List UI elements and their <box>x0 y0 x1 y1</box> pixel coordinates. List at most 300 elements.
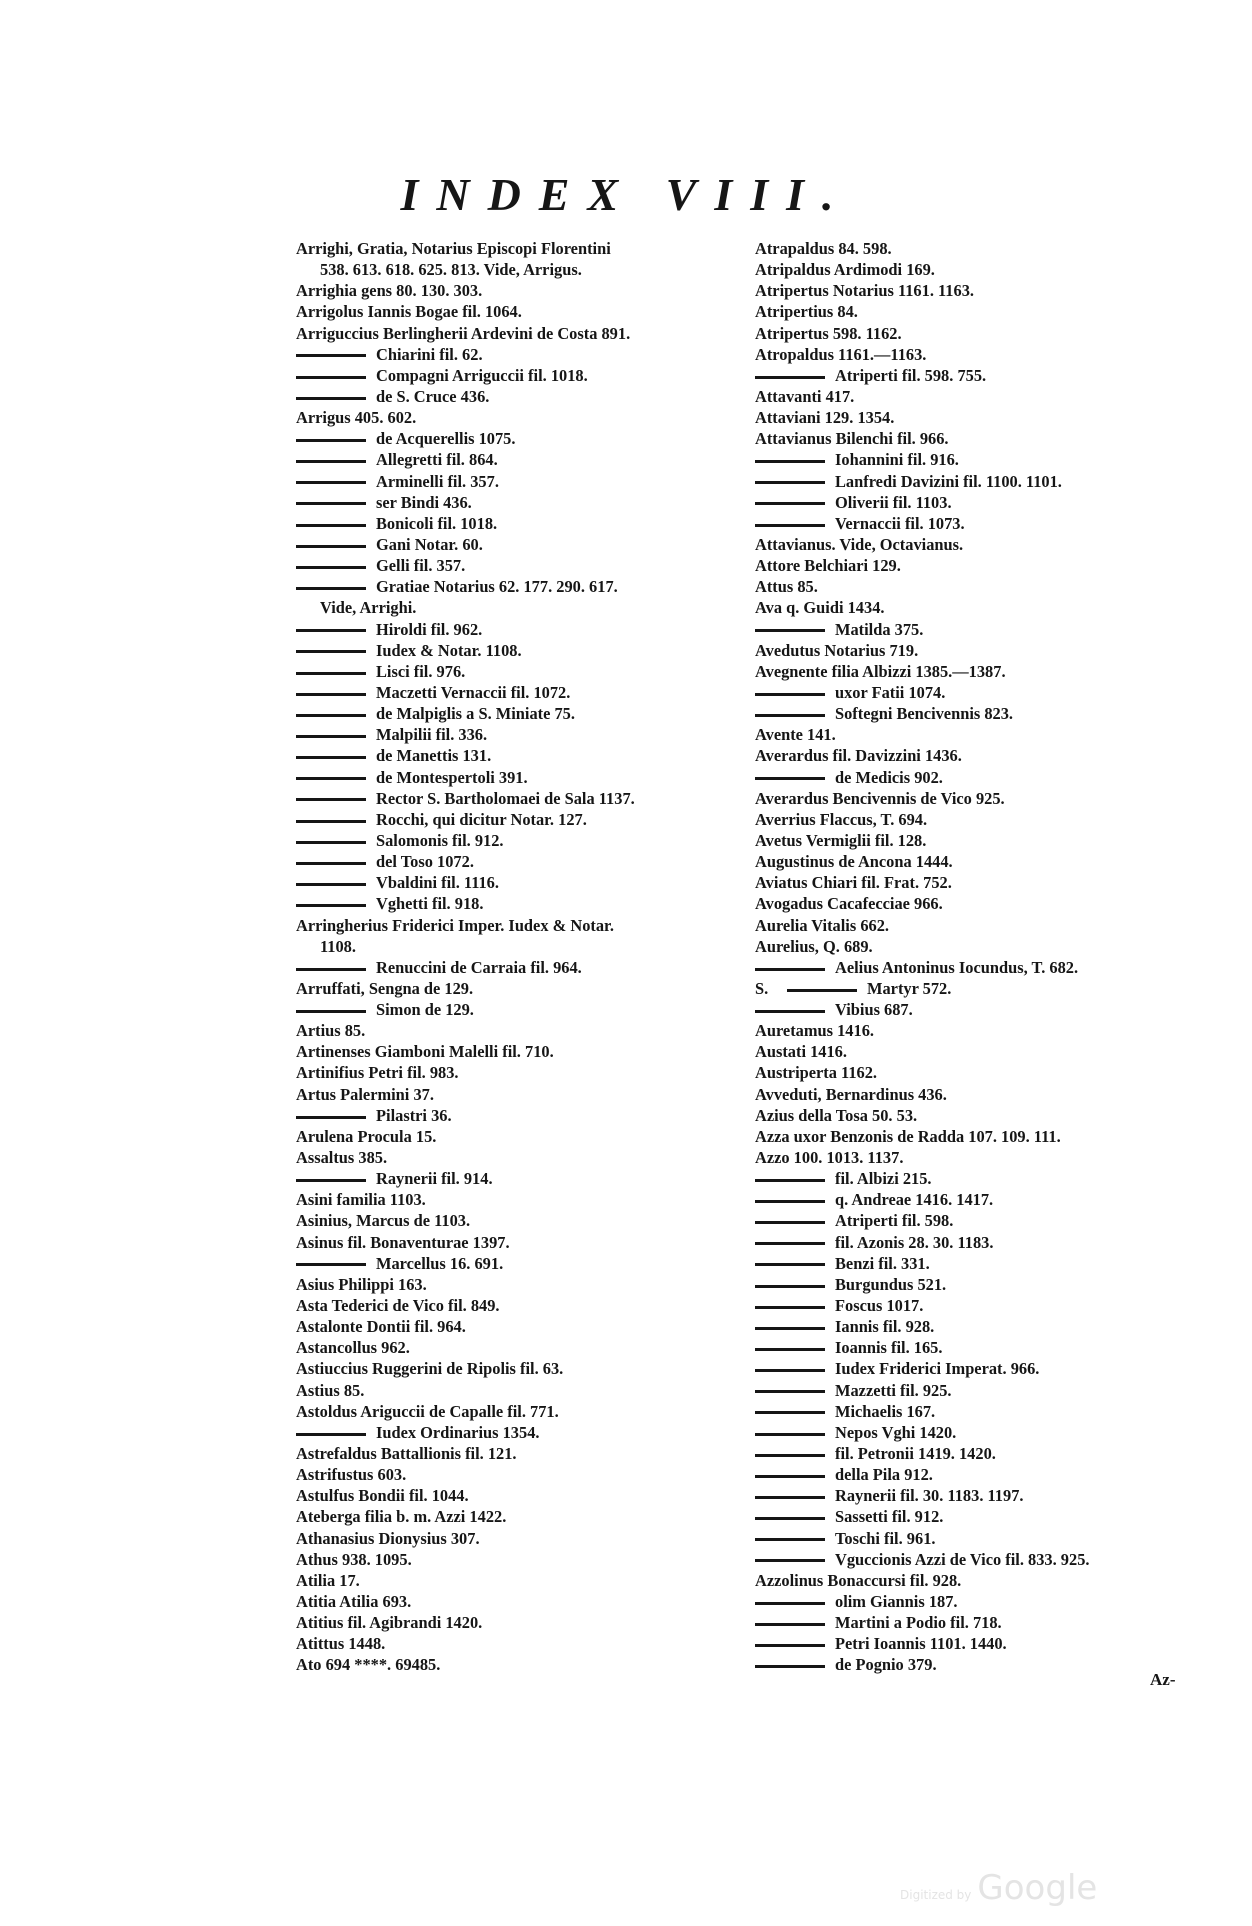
index-subentry <box>296 534 732 555</box>
index-subentry <box>755 1612 1195 1633</box>
index-entry <box>755 259 1195 280</box>
entry-text: Avente 141. <box>755 725 836 745</box>
index-subentry <box>755 365 1195 386</box>
index-entry <box>296 1126 732 1147</box>
index-entry <box>296 1380 732 1401</box>
entry-text: Atrapaldus 84. 598. <box>755 239 892 258</box>
entry-text: Auretamus 1416. <box>755 1021 874 1041</box>
ditto-dash <box>296 841 366 844</box>
ditto-dash <box>296 820 366 823</box>
index-subentry <box>755 1464 1195 1485</box>
index-subentry <box>296 851 732 872</box>
index-subentry <box>755 513 1195 534</box>
entry-text: Lisci fil. 976. <box>376 661 466 681</box>
index-entry <box>755 597 1195 618</box>
entry-text: Petri Ioannis 1101. 1440. <box>835 1634 1007 1654</box>
index-entry <box>755 915 1195 936</box>
entry-text: Gratiae Notarius 62. 177. 290. 617. <box>376 577 618 597</box>
index-entry <box>296 1401 732 1422</box>
digitization-watermark <box>900 1868 1097 1908</box>
index-entry <box>755 238 1195 259</box>
index-subentry <box>755 957 1195 978</box>
index-subentry <box>755 1189 1195 1210</box>
entry-text: Azzolinus Bonaccursi fil. 928. <box>755 1570 962 1590</box>
entry-text: Bonicoli fil. 1018. <box>376 513 498 533</box>
ditto-dash <box>755 968 825 971</box>
ditto-dash <box>755 1559 825 1562</box>
index-entry-continuation <box>296 259 732 280</box>
entry-text: Benzi fil. 331. <box>835 1253 930 1273</box>
entry-text: Michaelis 167. <box>835 1401 936 1421</box>
entry-text: Vguccionis Azzi de Vico fil. 833. 925. <box>835 1549 1090 1569</box>
entry-text: Gelli fil. 357. <box>376 556 466 576</box>
ditto-dash <box>296 502 366 505</box>
entry-text: Austati 1416. <box>755 1042 847 1062</box>
index-subentry <box>755 1654 1195 1675</box>
index-subentry <box>755 1168 1195 1189</box>
index-subentry <box>296 809 732 830</box>
entry-text: Salomonis fil. 912. <box>376 830 504 850</box>
index-entry <box>755 640 1195 661</box>
ditto-dash <box>755 1010 825 1013</box>
entry-text: Astancollus 962. <box>296 1338 410 1358</box>
entry-text: Aviatus Chiari fil. Frat. 752. <box>755 873 952 893</box>
entry-text: 538. 613. 618. 625. 813. Vide, Arrigus. <box>320 260 582 280</box>
entry-text: Toschi fil. 961. <box>835 1528 936 1548</box>
ditto-dash <box>755 1602 825 1605</box>
entry-text: Avogadus Cacafecciae 966. <box>755 894 943 914</box>
entry-text: Azzo 100. 1013. 1137. <box>755 1148 904 1168</box>
index-subentry <box>296 957 732 978</box>
entry-text: Arrighi, Gratia, Notarius Episcopi Florentini <box>296 239 611 258</box>
entry-text: Atripaldus Ardimodi 169. <box>755 260 935 280</box>
index-entry <box>755 830 1195 851</box>
entry-text: Iohannini fil. 916. <box>835 450 959 470</box>
ditto-dash <box>755 1285 825 1288</box>
index-subentry <box>296 703 732 724</box>
entry-text: Azza uxor Benzonis de Radda 107. 109. 111. <box>755 1126 1061 1146</box>
ditto-dash <box>755 524 825 527</box>
entry-text: Averardus Bencivennis de Vico 925. <box>755 788 1005 808</box>
index-entry <box>296 1189 732 1210</box>
entry-text: Rocchi, qui dicitur Notar. 127. <box>376 809 587 829</box>
ditto-dash <box>755 1242 825 1245</box>
entry-text: Asinus fil. Bonaventurae 1397. <box>296 1232 510 1252</box>
ditto-dash <box>296 777 366 780</box>
entry-text: Averrius Flaccus, T. 694. <box>755 809 928 829</box>
index-entry <box>296 1528 732 1549</box>
ditto-dash <box>755 1623 825 1626</box>
index-entry <box>296 1274 732 1295</box>
ditto-dash <box>755 1369 825 1372</box>
index-entry <box>755 872 1195 893</box>
entry-text: de S. Cruce 436. <box>376 386 490 406</box>
index-column-right <box>755 238 1195 1676</box>
index-entry <box>296 1020 732 1041</box>
index-entry <box>296 1464 732 1485</box>
entry-text: Atilia 17. <box>296 1570 360 1590</box>
index-entry <box>296 238 732 259</box>
index-subentry <box>296 724 732 745</box>
entry-text: Athanasius Dionysius 307. <box>296 1528 480 1548</box>
index-entry <box>755 280 1195 301</box>
index-entry <box>296 1210 732 1231</box>
index-entry <box>296 1633 732 1654</box>
entry-text: de Malpiglis a S. Miniate 75. <box>376 704 575 724</box>
entry-text: Raynerii fil. 914. <box>376 1169 493 1189</box>
index-entry <box>296 1443 732 1464</box>
index-subentry <box>296 344 732 365</box>
entry-text: Austriperta 1162. <box>755 1063 878 1083</box>
entry-text: Attus 85. <box>755 577 818 597</box>
entry-text: olim Giannis 187. <box>835 1592 958 1611</box>
watermark-text: Google <box>977 1868 1098 1908</box>
entry-text: Pilastri 36. <box>376 1105 452 1125</box>
ditto-dash <box>296 1433 366 1436</box>
entry-text: Attavianus Bilenchi fil. 966. <box>755 429 949 449</box>
index-subentry <box>296 365 732 386</box>
index-entry <box>755 1126 1195 1147</box>
ditto-dash <box>296 587 366 590</box>
entry-text: Atitius fil. Agibrandi 1420. <box>296 1613 483 1633</box>
subentry-prefix: S. <box>755 978 769 998</box>
entry-text: Asini familia 1103. <box>296 1190 426 1210</box>
entry-text: Arrigus 405. 602. <box>296 408 417 428</box>
entry-text: Astiuccius Ruggerini de Ripolis fil. 63. <box>296 1359 564 1379</box>
ditto-dash <box>296 798 366 801</box>
index-entry <box>755 809 1195 830</box>
index-entry <box>296 1232 732 1253</box>
ditto-dash <box>296 1179 366 1182</box>
entry-text: Iannis fil. 928. <box>835 1317 935 1337</box>
index-entry-continuation <box>296 936 732 957</box>
index-subentry <box>755 1485 1195 1506</box>
entry-text: Attore Belchiari 129. <box>755 556 901 576</box>
ditto-dash <box>296 756 366 759</box>
index-subentry <box>755 1253 1195 1274</box>
entry-text: Augustinus de Ancona 1444. <box>755 852 953 872</box>
entry-text: Attavanti 417. <box>755 386 855 406</box>
index-subentry <box>296 788 732 809</box>
page-title: INDEX VIII. <box>400 169 852 220</box>
index-subentry <box>755 1549 1195 1570</box>
entry-text: 1108. <box>320 936 356 956</box>
entry-text: Avegnente filia Albizzi 1385.—1387. <box>755 661 1006 681</box>
index-entry <box>296 915 732 936</box>
index-entry <box>755 1084 1195 1105</box>
ditto-dash <box>755 1665 825 1668</box>
ditto-dash <box>755 1644 825 1647</box>
index-entry <box>755 323 1195 344</box>
index-subentry <box>296 893 732 914</box>
ditto-dash <box>755 502 825 505</box>
index-entry <box>755 407 1195 428</box>
ditto-dash <box>755 1475 825 1478</box>
entry-text: Avetus Vermiglii fil. 128. <box>755 830 927 850</box>
entry-text: Martyr 572. <box>867 978 952 998</box>
entry-text: Atripertius 84. <box>755 302 858 322</box>
index-subentry <box>296 449 732 470</box>
entry-text: Gani Notar. 60. <box>376 534 483 554</box>
index-entry <box>296 323 732 344</box>
index-subentry <box>755 1358 1195 1379</box>
index-subentry <box>755 1210 1195 1231</box>
index-subentry <box>296 576 732 597</box>
entry-text: Astalonte Dontii fil. 964. <box>296 1317 466 1337</box>
index-entry <box>755 386 1195 407</box>
entry-text: Aurelia Vitalis 662. <box>755 915 890 935</box>
index-subentry <box>296 1105 732 1126</box>
entry-text: Softegni Bencivennis 823. <box>835 704 1014 724</box>
entry-text: Ateberga filia b. m. Azzi 1422. <box>296 1507 507 1527</box>
index-entry <box>755 1147 1195 1168</box>
ditto-dash <box>296 1010 366 1013</box>
index-entry <box>296 280 732 301</box>
index-entry <box>755 661 1195 682</box>
index-entry <box>755 301 1195 322</box>
ditto-dash <box>787 989 857 992</box>
ditto-dash <box>296 481 366 484</box>
entry-text: Iudex Friderici Imperat. 966. <box>835 1359 1040 1379</box>
entry-text: Lanfredi Davizini fil. 1100. 1101. <box>835 471 1062 491</box>
ditto-dash <box>296 566 366 569</box>
entry-text: Arulena Procula 15. <box>296 1126 437 1146</box>
index-entry <box>755 893 1195 914</box>
index-subentry <box>755 1295 1195 1316</box>
ditto-dash <box>296 883 366 886</box>
ditto-dash <box>755 481 825 484</box>
ditto-dash <box>755 1200 825 1203</box>
index-entry <box>296 1612 732 1633</box>
entry-text: fil. Albizi 215. <box>835 1169 932 1189</box>
entry-text: Martini a Podio fil. 718. <box>835 1613 1002 1633</box>
entry-text: de Montespertoli 391. <box>376 767 528 787</box>
ditto-dash <box>296 735 366 738</box>
entry-text: Astoldus Ariguccii de Capalle fil. 771. <box>296 1401 559 1421</box>
ditto-dash <box>755 1179 825 1182</box>
index-entry <box>755 534 1195 555</box>
index-subentry <box>755 703 1195 724</box>
entry-text: Artinifius Petri fil. 983. <box>296 1063 459 1083</box>
index-entry <box>755 936 1195 957</box>
index-subentry <box>296 471 732 492</box>
entry-text: Athus 938. 1095. <box>296 1549 412 1569</box>
entry-text: fil. Azonis 28. 30. 1183. <box>835 1232 994 1252</box>
entry-text: Atriperti fil. 598. <box>835 1211 954 1231</box>
entry-text: Ato 694 ****. 69485. <box>296 1655 441 1675</box>
ditto-dash <box>755 1221 825 1224</box>
index-entry <box>296 407 732 428</box>
index-entry <box>296 1147 732 1168</box>
index-entry <box>755 555 1195 576</box>
entry-text: de Medicis 902. <box>835 767 943 787</box>
index-subentry <box>296 682 732 703</box>
entry-text: uxor Fatii 1074. <box>835 682 946 702</box>
entry-text: fil. Petronii 1419. 1420. <box>835 1444 996 1464</box>
ditto-dash <box>755 714 825 717</box>
ditto-dash <box>755 1390 825 1393</box>
entry-text: Renuccini de Carraia fil. 964. <box>376 957 582 977</box>
entry-text: Atripertus Notarius 1161. 1163. <box>755 281 974 301</box>
index-subentry <box>755 1232 1195 1253</box>
entry-text: Arminelli fil. 357. <box>376 471 499 491</box>
entry-text: Avedutus Notarius 719. <box>755 640 919 660</box>
entry-text: Rector S. Bartholomaei de Sala 1137. <box>376 788 635 808</box>
ditto-dash <box>296 376 366 379</box>
entry-text: Artius 85. <box>296 1021 366 1041</box>
entry-text: Oliverii fil. 1103. <box>835 492 952 512</box>
index-entry <box>755 724 1195 745</box>
index-subentry <box>755 1401 1195 1422</box>
index-entry <box>296 1506 732 1527</box>
entry-text: Aurelius, Q. 689. <box>755 936 873 956</box>
index-subentry <box>755 471 1195 492</box>
index-subentry <box>755 978 1195 999</box>
index-subentry <box>755 619 1195 640</box>
ditto-dash <box>755 1538 825 1541</box>
entry-text: Arrigolus Iannis Bogae fil. 1064. <box>296 302 522 322</box>
index-entry <box>755 428 1195 449</box>
index-subentry <box>296 767 732 788</box>
entry-text: Arringherius Friderici Imper. Iudex & Notar. <box>296 915 614 935</box>
index-entry <box>296 1358 732 1379</box>
index-entry <box>296 1316 732 1337</box>
ditto-dash <box>296 354 366 357</box>
ditto-dash <box>755 1327 825 1330</box>
entry-text: Mazzetti fil. 925. <box>835 1380 952 1400</box>
entry-text: Avveduti, Bernardinus 436. <box>755 1084 947 1104</box>
entry-text: Vide, Arrighi. <box>320 598 417 618</box>
index-subentry <box>296 619 732 640</box>
index-subentry <box>296 1253 732 1274</box>
entry-text: Raynerii fil. 30. 1183. 1197. <box>835 1486 1024 1506</box>
index-entry <box>755 1062 1195 1083</box>
entry-text: del Toso 1072. <box>376 852 474 872</box>
index-subentry <box>755 767 1195 788</box>
entry-text: Iudex & Notar. 1108. <box>376 640 522 660</box>
index-entry <box>755 851 1195 872</box>
index-entry <box>296 1549 732 1570</box>
watermark-prefix: Digitized by <box>900 1888 972 1902</box>
entry-text: Maczetti Vernaccii fil. 1072. <box>376 682 571 702</box>
ditto-dash <box>296 650 366 653</box>
entry-text: Attavianus. Vide, Octavianus. <box>755 534 964 554</box>
ditto-dash <box>296 1116 366 1119</box>
index-subentry <box>296 999 732 1020</box>
entry-text: Vghetti fil. 918. <box>376 894 484 914</box>
entry-text: Iudex Ordinarius 1354. <box>376 1422 540 1442</box>
ditto-dash <box>755 1306 825 1309</box>
ditto-dash <box>296 968 366 971</box>
entry-text: Averardus fil. Davizzini 1436. <box>755 746 962 766</box>
entry-text: della Pila 912. <box>835 1465 933 1485</box>
ditto-dash <box>296 904 366 907</box>
index-subentry <box>296 661 732 682</box>
index-entry <box>296 978 732 999</box>
entry-text: ser Bindi 436. <box>376 492 472 512</box>
index-subentry <box>296 745 732 766</box>
ditto-dash <box>296 439 366 442</box>
index-entry <box>296 301 732 322</box>
ditto-dash <box>755 629 825 632</box>
index-entry <box>755 1570 1195 1591</box>
entry-text: Vbaldini fil. 1116. <box>376 873 499 893</box>
index-subentry <box>755 1337 1195 1358</box>
entry-text: Arriguccius Berlingherii Ardevini de Costa 891. <box>296 323 631 343</box>
index-subentry <box>755 1380 1195 1401</box>
index-entry <box>296 1041 732 1062</box>
entry-text: Foscus 1017. <box>835 1296 924 1316</box>
entry-text: Atriperti fil. 598. 755. <box>835 365 987 385</box>
ditto-dash <box>296 460 366 463</box>
entry-text: Asinius, Marcus de 1103. <box>296 1211 471 1231</box>
entry-text: Compagni Arriguccii fil. 1018. <box>376 365 588 385</box>
index-entry <box>296 1485 732 1506</box>
entry-text: Nepos Vghi 1420. <box>835 1422 957 1442</box>
index-column-left <box>296 238 732 1676</box>
entry-text: Attaviani 129. 1354. <box>755 408 895 428</box>
entry-text: Arrighia gens 80. 130. 303. <box>296 281 483 301</box>
index-subentry <box>755 1443 1195 1464</box>
ditto-dash <box>755 1411 825 1414</box>
entry-text: Simon de 129. <box>376 1000 474 1020</box>
index-subentry <box>755 449 1195 470</box>
entry-text: Marcellus 16. 691. <box>376 1253 504 1273</box>
catchword: Az- <box>1150 1670 1176 1689</box>
entry-text: Assaltus 385. <box>296 1148 388 1168</box>
entry-text: Matilda 375. <box>835 619 924 639</box>
index-entry <box>296 1654 732 1675</box>
ditto-dash <box>296 693 366 696</box>
index-entry <box>755 1105 1195 1126</box>
entry-text: Atropaldus 1161.—1163. <box>755 344 927 364</box>
ditto-dash <box>296 545 366 548</box>
index-subentry <box>755 1274 1195 1295</box>
entry-text: Allegretti fil. 864. <box>376 450 498 470</box>
ditto-dash <box>755 1454 825 1457</box>
entry-text: Azius della Tosa 50. 53. <box>755 1105 918 1125</box>
index-subentry <box>296 555 732 576</box>
index-subentry <box>296 386 732 407</box>
ditto-dash <box>755 1263 825 1266</box>
entry-text: de Manettis 131. <box>376 746 492 766</box>
entry-text: de Acquerellis 1075. <box>376 429 516 449</box>
ditto-dash <box>296 862 366 865</box>
index-subentry <box>755 1506 1195 1527</box>
entry-text: Astrifustus 603. <box>296 1465 407 1485</box>
index-entry <box>296 1062 732 1083</box>
entry-text: Asius Philippi 163. <box>296 1274 427 1294</box>
ditto-dash <box>296 714 366 717</box>
index-entry-continuation <box>296 597 732 618</box>
index-subentry <box>296 1168 732 1189</box>
entry-text: Hiroldi fil. 962. <box>376 619 483 639</box>
entry-text: Artus Palermini 37. <box>296 1084 434 1104</box>
index-subentry <box>296 492 732 513</box>
entry-text: Atittus 1448. <box>296 1634 386 1654</box>
ditto-dash <box>755 777 825 780</box>
index-entry <box>296 1084 732 1105</box>
index-subentry <box>755 1633 1195 1654</box>
entry-text: Arruffati, Sengna de 129. <box>296 978 474 998</box>
entry-text: Vibius 687. <box>835 1000 913 1020</box>
index-subentry <box>296 513 732 534</box>
ditto-dash <box>755 1517 825 1520</box>
index-entry <box>755 788 1195 809</box>
index-subentry <box>755 1528 1195 1549</box>
entry-text: Astulfus Bondii fil. 1044. <box>296 1486 469 1506</box>
index-subentry <box>755 999 1195 1020</box>
